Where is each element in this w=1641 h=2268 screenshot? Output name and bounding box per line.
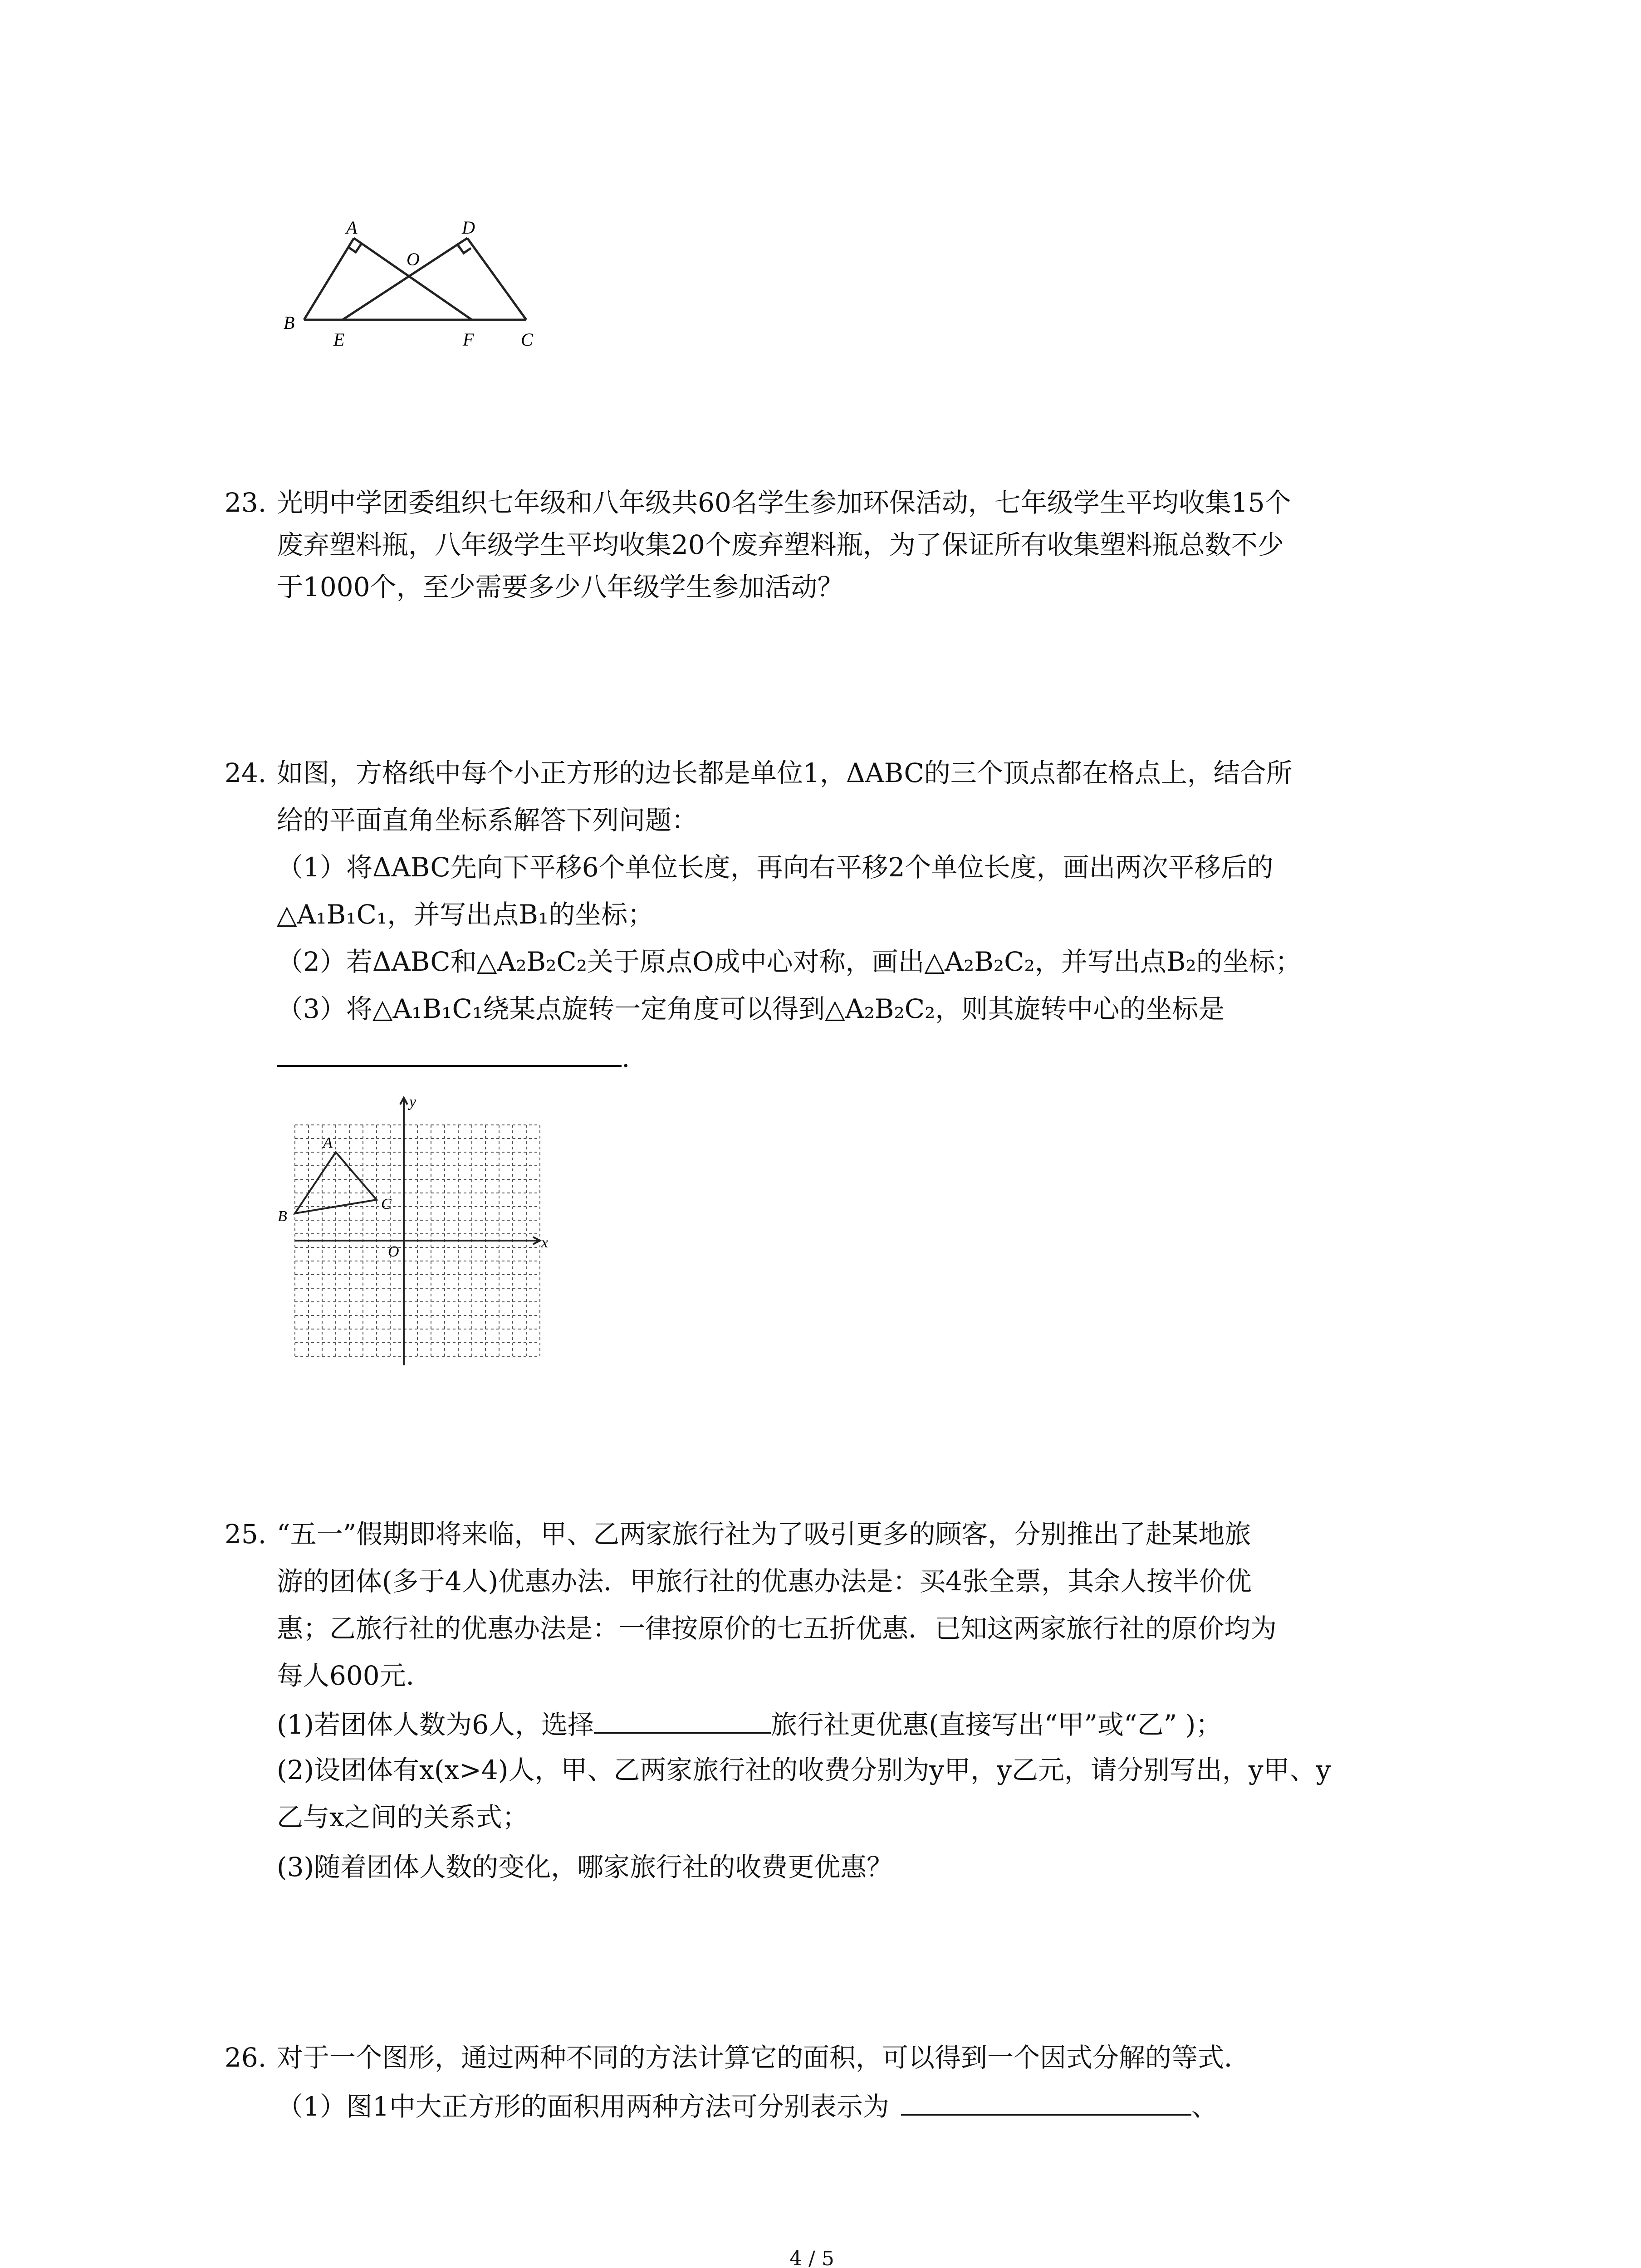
right-angle-mark-d — [458, 245, 471, 253]
segment-de — [343, 238, 467, 320]
answer-blank — [277, 1040, 622, 1067]
question-25-part-2a: (2)设团体有x(x>4)人，甲、乙两家旅行社的收费分别为y甲，y乙元，请分别写出，y甲、y — [277, 1755, 1331, 1785]
question-26-part-1-text: （1）图1中大正方形的面积用两种方法可分别表示为 — [277, 2091, 889, 2122]
question-25-part-2b: 乙与x之间的关系式； — [277, 1802, 529, 1833]
segment-ab — [304, 238, 354, 320]
label-d: D — [462, 218, 475, 238]
question-25-line-2: 游的团体(多于4人)优惠办法．甲旅行社的优惠办法是：买4张全票，其余人按半价优 — [277, 1566, 1252, 1597]
question-25-number: 25. — [225, 1519, 267, 1549]
question-24-number: 24. — [225, 758, 267, 788]
question-24-answer-line — [277, 1040, 630, 1074]
question-25-part-1b: 旅行社更优惠(直接写出“甲”或“乙” )； — [771, 1709, 1222, 1740]
grid-label-o: O — [388, 1243, 399, 1260]
question-25-part-1 — [277, 1706, 1222, 1741]
question-23-line-3: 于1000个，至少需要多少八年级学生参加活动？ — [277, 572, 844, 602]
page-number: 4 / 5 — [789, 2247, 834, 2268]
question-26-number: 26. — [225, 2042, 267, 2073]
question-26-part-1 — [277, 2088, 1218, 2123]
question-25-line-1: “五一”假期即将来临，甲、乙两家旅行社为了吸引更多的顾客，分别推出了赴某地旅 — [277, 1519, 1251, 1549]
grid-label-a: A — [323, 1134, 333, 1151]
answer-period: . — [622, 1042, 630, 1073]
question-24-part-3: （3）将△A₁B₁C₁绕某点旋转一定角度可以得到△A₂B₂C₂，则其旋转中心的坐标是 — [277, 993, 1225, 1024]
question-26-line-1: 对于一个图形，通过两种不同的方法计算它的面积，可以得到一个因式分解的等式． — [277, 2042, 1251, 2073]
coordinate-grid-figure — [268, 1089, 567, 1370]
question-25-part-1a: (1)若团体人数为6人，选择 — [277, 1709, 594, 1740]
question-24-part-1a: （1）将ΔABC先向下平移6个单位长度，再向右平移2个单位长度，画出两次平移后的 — [277, 852, 1274, 883]
question-26-part-1-end: 、 — [1191, 2091, 1218, 2122]
grid-label-x: x — [541, 1234, 549, 1251]
grid-label-c: C — [381, 1196, 392, 1212]
label-o: O — [407, 249, 420, 269]
question-23-number: 23. — [225, 487, 267, 518]
question-23-line-2: 废弃塑料瓶，八年级学生平均收集20个废弃塑料瓶，为了保证所有收集塑料瓶总数不少 — [277, 529, 1284, 560]
question-24-part-1b: △A₁B₁C₁，并写出点B₁的坐标； — [277, 899, 654, 930]
grid-label-b: B — [278, 1208, 287, 1225]
question-23-line-1: 光明中学团委组织七年级和八年级共60名学生参加环保活动，七年级学生平均收集15个 — [277, 487, 1291, 518]
question-25-line-4: 每人600元． — [277, 1660, 432, 1691]
question-24-part-2: （2）若ΔABC和△A₂B₂C₂关于原点O成中心对称，画出△A₂B₂C₂，并写出点B₂的坐标； — [277, 946, 1302, 977]
question-24-line-2: 给的平面直角坐标系解答下列问题： — [277, 805, 698, 836]
label-c: C — [521, 329, 533, 350]
triangle-figure-q22 — [272, 218, 544, 354]
triangle-abc — [295, 1152, 377, 1213]
label-e: E — [333, 329, 345, 350]
segment-dc — [467, 238, 526, 320]
question-25-line-3: 惠；乙旅行社的优惠办法是：一律按原价的七五折优惠．已知这两家旅行社的原价均为 — [277, 1613, 1277, 1644]
question-25-part-3: (3)随着团体人数的变化，哪家旅行社的收费更优惠？ — [277, 1852, 893, 1882]
label-b: B — [284, 313, 295, 333]
question-26-blank — [901, 2088, 1191, 2116]
grid-label-y: y — [409, 1094, 416, 1110]
question-24-line-1: 如图，方格纸中每个小正方形的边长都是单位1，ΔABC的三个顶点都在格点上，结合所 — [277, 758, 1293, 788]
label-a: A — [346, 218, 358, 238]
label-f: F — [463, 329, 474, 350]
question-25-blank — [594, 1706, 771, 1734]
